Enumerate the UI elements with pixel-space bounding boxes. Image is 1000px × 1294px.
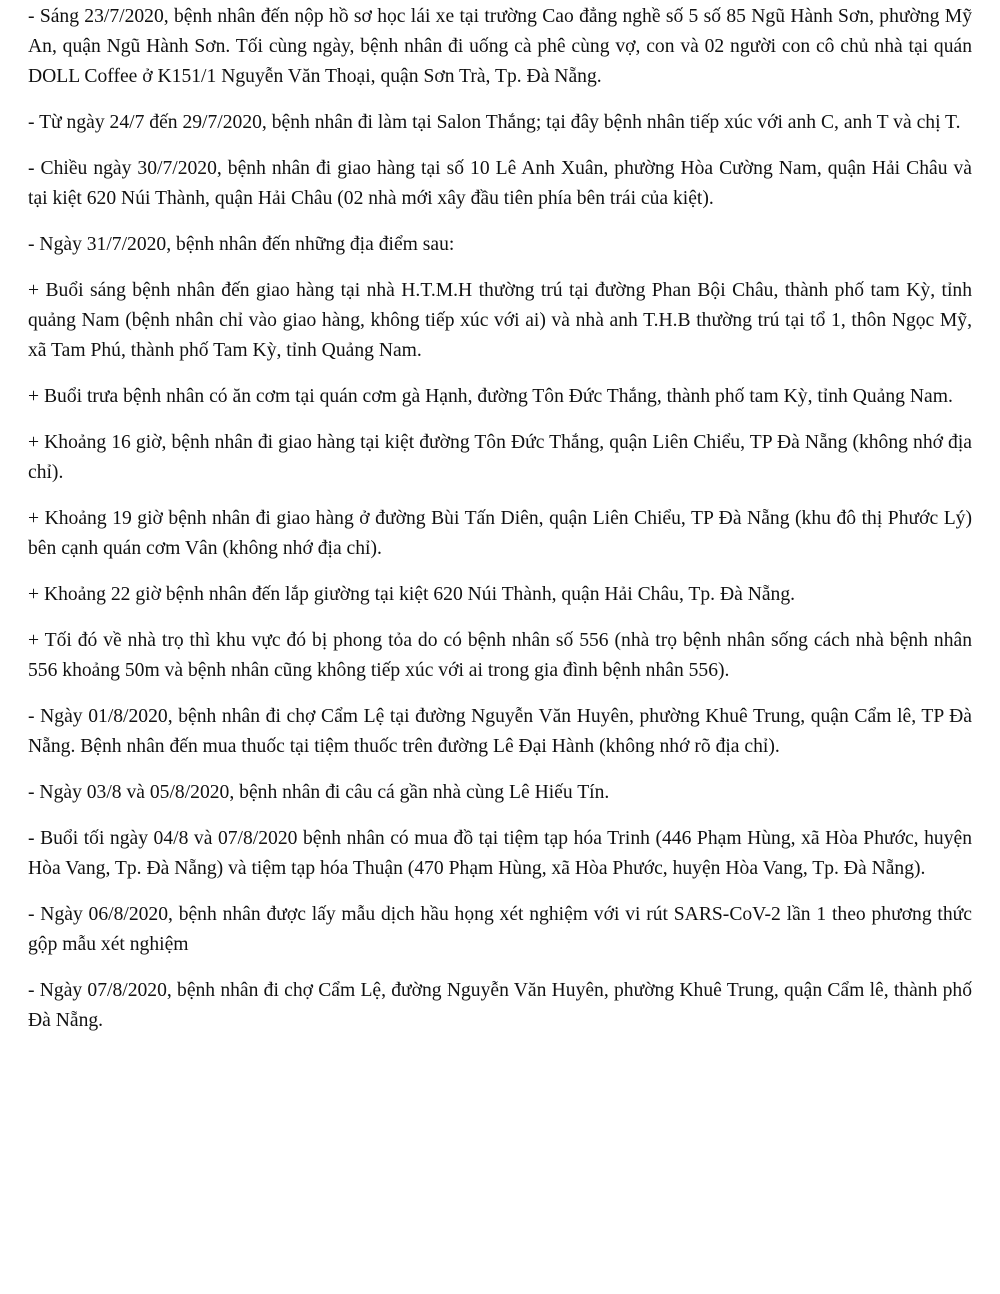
paragraph-6: + Buổi trưa bệnh nhân có ăn cơm tại quán cơm gà Hạnh, đường Tôn Đức Thắng, thành phố tam Kỳ, tỉnh Quảng Nam. [28,386,953,407]
paragraph-2: - Từ ngày 24/7 đến 29/7/2020, bệnh nhân đi làm tại Salon Thắng; tại đây bệnh nhân tiếp xúc với anh C, anh T và chị T. [28,112,961,133]
paragraph-10: + Tối đó về nhà trọ thì khu vực đó bị phong tỏa do có bệnh nhân số 556 (nhà trọ bệnh nhân sống cách nhà bệnh nhân 556 khoảng 50m và bệnh nhân cũng không tiếp xúc với ai trong gia đình bệnh nhân 556). [28,630,972,681]
paragraph-15: - Ngày 07/8/2020, bệnh nhân đi chợ Cẩm Lệ, đường Nguyễn Văn Huyên, phường Khuê Trung, quận Cẩm lê, thành phố Đà Nẵng. [28,980,972,1031]
paragraph-1: - Sáng 23/7/2020, bệnh nhân đến nộp hồ sơ học lái xe tại trường Cao đẳng nghề số 5 số 85 Ngũ Hành Sơn, phường Mỹ An, quận Ngũ Hành Sơn. Tối cùng ngày, bệnh nhân đi uống cà phê cùng vợ, con và 02 người con cô chủ nhà tại quán DOLL Coffee ở K151/1 Nguyễn Văn Thoại, quận Sơn Trà, Tp. Đà Nẵng. [28,6,972,87]
paragraph-12: - Ngày 03/8 và 05/8/2020, bệnh nhân đi câu cá gần nhà cùng Lê Hiếu Tín. [28,782,610,803]
paragraph-11: - Ngày 01/8/2020, bệnh nhân đi chợ Cẩm Lệ tại đường Nguyễn Văn Huyên, phường Khuê Trung, quận Cẩm lê, TP Đà Nẵng. Bệnh nhân đến mua thuốc tại tiệm thuốc trên đường Lê Đại Hành (không nhớ rõ địa chỉ). [28,706,972,757]
paragraph-4: - Ngày 31/7/2020, bệnh nhân đến những địa điểm sau: [28,234,455,255]
paragraph-3: - Chiều ngày 30/7/2020, bệnh nhân đi giao hàng tại số 10 Lê Anh Xuân, phường Hòa Cường Nam, quận Hải Châu và tại kiệt 620 Núi Thành, quận Hải Châu (02 nhà mới xây đầu tiên phía bên trái của kiệt). [28,158,972,209]
paragraph-5: + Buổi sáng bệnh nhân đến giao hàng tại nhà H.T.M.H thường trú tại đường Phan Bội Châu, thành phố tam Kỳ, tỉnh quảng Nam (bệnh nhân chỉ vào giao hàng, không tiếp xúc với ai) và nhà anh T.H.B thường trú tại tổ 1, thôn Ngọc Mỹ, xã Tam Phú, thành phố Tam Kỳ, tỉnh Quảng Nam. [28,280,972,361]
paragraph-14: - Ngày 06/8/2020, bệnh nhân được lấy mẫu dịch hầu họng xét nghiệm với vi rút SARS-CoV-2 lần 1 theo phương thức gộp mẫu xét nghiệm [28,904,972,955]
paragraph-7: + Khoảng 16 giờ, bệnh nhân đi giao hàng tại kiệt đường Tôn Đức Thắng, quận Liên Chiểu, TP Đà Nẵng (không nhớ địa chỉ). [28,432,972,483]
paragraph-8: + Khoảng 19 giờ bệnh nhân đi giao hàng ở đường Bùi Tấn Diên, quận Liên Chiểu, TP Đà Nẵng (khu đô thị Phước Lý) bên cạnh quán cơm Vân (không nhớ địa chỉ). [28,508,972,559]
paragraph-9: + Khoảng 22 giờ bệnh nhân đến lắp giường tại kiệt 620 Núi Thành, quận Hải Châu, Tp. Đà Nẵng. [28,584,796,605]
paragraph-13: - Buổi tối ngày 04/8 và 07/8/2020 bệnh nhân có mua đồ tại tiệm tạp hóa Trinh (446 Phạm Hùng, xã Hòa Phước, huyện Hòa Vang, Tp. Đà Nẵng) và tiệm tạp hóa Thuận (470 Phạm Hùng, xã Hòa Phước, huyện Hòa Vang, Tp. Đà Nẵng). [28,828,972,879]
